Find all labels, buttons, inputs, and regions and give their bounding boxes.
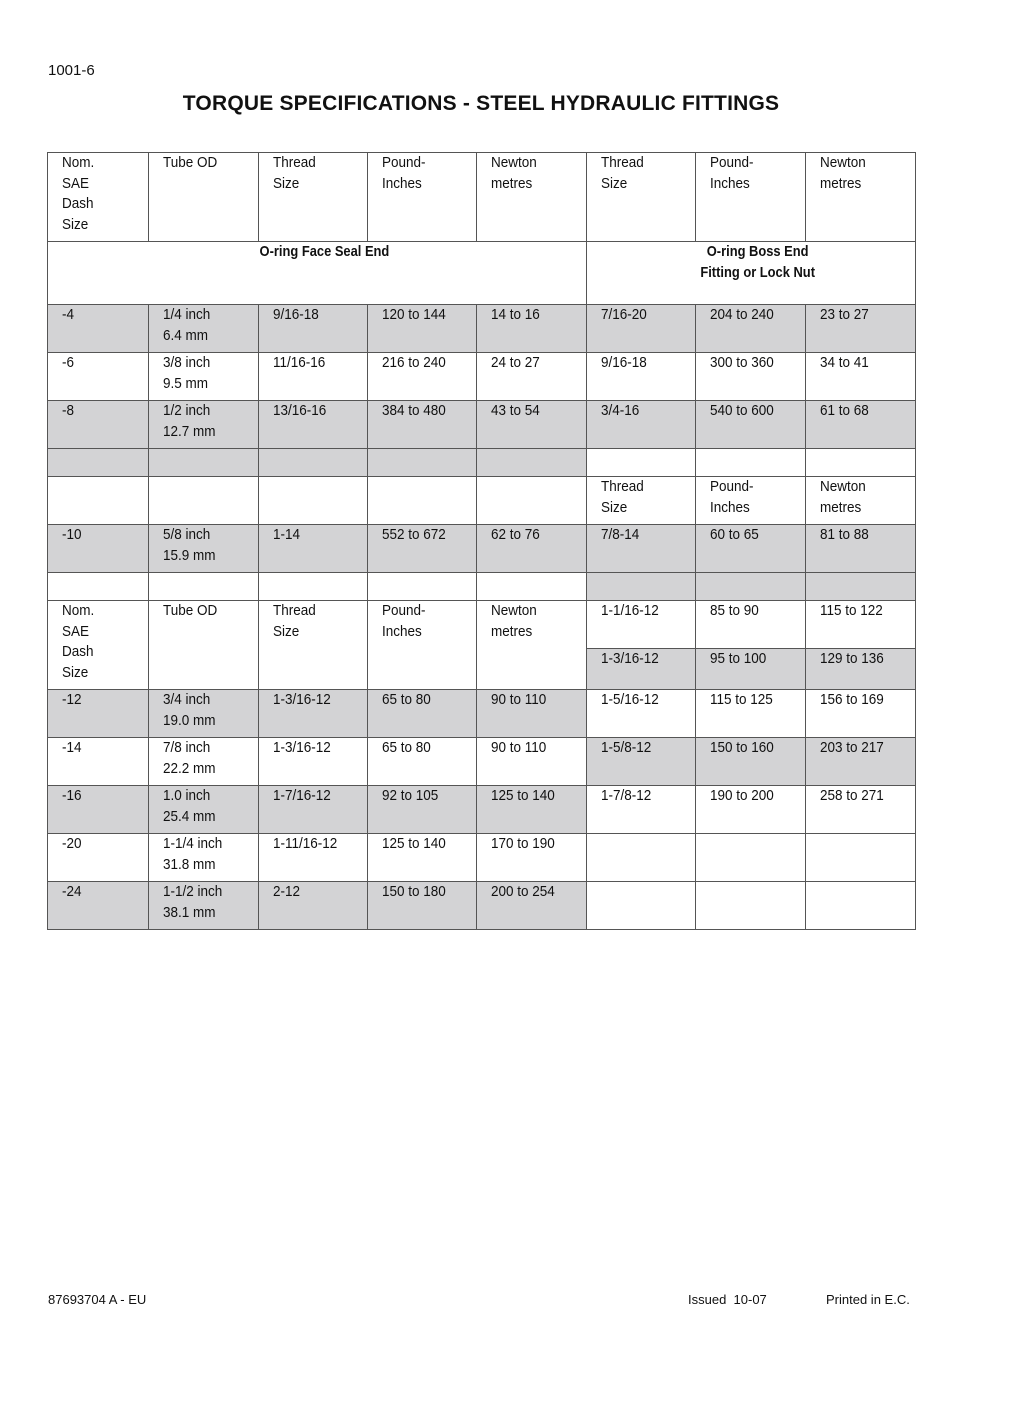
- table-row: [48, 882, 916, 930]
- dash-size: -16: [48, 786, 149, 834]
- issued-date: Issued 10-07: [688, 1292, 767, 1307]
- empty-cell: [149, 449, 259, 477]
- empty-cell: [587, 573, 696, 601]
- boss-newton-metres: 23 to 27: [806, 305, 916, 353]
- empty-cell: [259, 573, 368, 601]
- thread-size: 11/16-16: [259, 353, 368, 401]
- header-pound-inches: Pound- Inches: [368, 153, 477, 242]
- dash-size: -12: [48, 690, 149, 738]
- pound-inches: 125 to 140: [368, 834, 477, 882]
- boss-pound-inches: 95 to 100: [696, 649, 806, 690]
- empty-cell: [806, 834, 916, 882]
- dash-size: -4: [48, 305, 149, 353]
- header-boss-pound-inches: Pound- Inches: [696, 153, 806, 242]
- header-nom-sae-dash-size: Nom. SAE Dash Size: [48, 601, 149, 690]
- dash-size: -10: [48, 525, 149, 573]
- subheader-newton-metres: Newton metres: [806, 477, 916, 525]
- subheader-pound-inches: Pound- Inches: [696, 477, 806, 525]
- newton-metres: 24 to 27: [477, 353, 587, 401]
- second-header-row: [48, 601, 916, 649]
- boss-thread-size: 1-3/16-12: [587, 649, 696, 690]
- pound-inches: 150 to 180: [368, 882, 477, 930]
- boss-pound-inches: 150 to 160: [696, 738, 806, 786]
- thread-size: 2-12: [259, 882, 368, 930]
- empty-cell: [48, 573, 149, 601]
- tube-od: 1/2 inch 12.7 mm: [149, 401, 259, 449]
- boss-newton-metres: 203 to 217: [806, 738, 916, 786]
- empty-cell: [696, 882, 806, 930]
- boss-pound-inches: 190 to 200: [696, 786, 806, 834]
- tube-od: 1/4 inch 6.4 mm: [149, 305, 259, 353]
- boss-thread-size: 3/4-16: [587, 401, 696, 449]
- page-number: 1001-6: [48, 62, 95, 79]
- empty-cell: [696, 573, 806, 601]
- boss-pound-inches: 300 to 360: [696, 353, 806, 401]
- boss-newton-metres: 115 to 122: [806, 601, 916, 649]
- empty-cell: [696, 449, 806, 477]
- boss-pound-inches: 60 to 65: [696, 525, 806, 573]
- thread-size: 9/16-18: [259, 305, 368, 353]
- newton-metres: 125 to 140: [477, 786, 587, 834]
- boss-newton-metres: 81 to 88: [806, 525, 916, 573]
- empty-cell: [806, 449, 916, 477]
- pound-inches: 384 to 480: [368, 401, 477, 449]
- table-row: [48, 834, 916, 882]
- table-row: [48, 786, 916, 834]
- boss-newton-metres: 61 to 68: [806, 401, 916, 449]
- boss-newton-metres: 258 to 271: [806, 786, 916, 834]
- pound-inches: 65 to 80: [368, 738, 477, 786]
- dash-size: -20: [48, 834, 149, 882]
- newton-metres: 90 to 110: [477, 738, 587, 786]
- empty-cell: [259, 477, 368, 525]
- table-row: [48, 305, 916, 353]
- newton-metres: 62 to 76: [477, 525, 587, 573]
- boss-thread-size: 1-1/16-12: [587, 601, 696, 649]
- pound-inches: 65 to 80: [368, 690, 477, 738]
- thread-size: 1-11/16-12: [259, 834, 368, 882]
- table-row: [48, 738, 916, 786]
- empty-cell: [587, 834, 696, 882]
- boss-newton-metres: 156 to 169: [806, 690, 916, 738]
- boss-subheader-row: [48, 477, 916, 525]
- newton-metres: 170 to 190: [477, 834, 587, 882]
- empty-cell: [149, 477, 259, 525]
- header-thread-size: Thread Size: [259, 601, 368, 690]
- boss-thread-size: 7/16-20: [587, 305, 696, 353]
- empty-cell: [477, 477, 587, 525]
- tube-od: 7/8 inch 22.2 mm: [149, 738, 259, 786]
- header-boss-thread-size: Thread Size: [587, 153, 696, 242]
- empty-cell: [48, 449, 149, 477]
- subheader-thread-size: Thread Size: [587, 477, 696, 525]
- thread-size: 1-14: [259, 525, 368, 573]
- table-row: [48, 690, 916, 738]
- empty-cell: [477, 573, 587, 601]
- newton-metres: 43 to 54: [477, 401, 587, 449]
- tube-od: 1.0 inch 25.4 mm: [149, 786, 259, 834]
- tube-od: 3/8 inch 9.5 mm: [149, 353, 259, 401]
- thread-size: 1-3/16-12: [259, 690, 368, 738]
- torque-spec-table: [47, 152, 916, 930]
- header-boss-newton-metres: Newton metres: [806, 153, 916, 242]
- table-row: [48, 353, 916, 401]
- header-tube-od: Tube OD: [149, 601, 259, 690]
- thread-size: 1-7/16-12: [259, 786, 368, 834]
- boss-pound-inches: 85 to 90: [696, 601, 806, 649]
- pound-inches: 552 to 672: [368, 525, 477, 573]
- printed-in: Printed in E.C.: [826, 1292, 910, 1307]
- empty-cell: [806, 573, 916, 601]
- tube-od: 1-1/4 inch 31.8 mm: [149, 834, 259, 882]
- boss-newton-metres: 34 to 41: [806, 353, 916, 401]
- table-row: [48, 401, 916, 449]
- empty-cell: [259, 449, 368, 477]
- section-face-seal: O-ring Face Seal End: [48, 242, 587, 305]
- tube-od: 1-1/2 inch 38.1 mm: [149, 882, 259, 930]
- header-row: [48, 153, 916, 242]
- header-newton-metres: Newton metres: [477, 153, 587, 242]
- section-boss-end: O-ring Boss End Fitting or Lock Nut: [587, 242, 916, 305]
- header-tube-od: Tube OD: [149, 153, 259, 242]
- empty-cell: [368, 573, 477, 601]
- dash-size: -24: [48, 882, 149, 930]
- table-row: [48, 525, 916, 573]
- boss-newton-metres: 129 to 136: [806, 649, 916, 690]
- boss-pound-inches: 540 to 600: [696, 401, 806, 449]
- empty-cell: [149, 573, 259, 601]
- boss-thread-size: 1-5/8-12: [587, 738, 696, 786]
- empty-cell: [587, 449, 696, 477]
- spacer-row: [48, 449, 916, 477]
- dash-size: -14: [48, 738, 149, 786]
- pound-inches: 120 to 144: [368, 305, 477, 353]
- boss-thread-size: 1-5/16-12: [587, 690, 696, 738]
- tube-od: 5/8 inch 15.9 mm: [149, 525, 259, 573]
- empty-cell: [368, 477, 477, 525]
- dash-size: -8: [48, 401, 149, 449]
- boss-thread-size: 7/8-14: [587, 525, 696, 573]
- empty-cell: [587, 882, 696, 930]
- newton-metres: 200 to 254: [477, 882, 587, 930]
- empty-cell: [806, 882, 916, 930]
- tube-od: 3/4 inch 19.0 mm: [149, 690, 259, 738]
- thread-size: 13/16-16: [259, 401, 368, 449]
- boss-pound-inches: 115 to 125: [696, 690, 806, 738]
- boss-thread-size: 9/16-18: [587, 353, 696, 401]
- header-newton-metres: Newton metres: [477, 601, 587, 690]
- thread-size: 1-3/16-12: [259, 738, 368, 786]
- section-header-row: [48, 242, 916, 305]
- pound-inches: 216 to 240: [368, 353, 477, 401]
- spacer-row: [48, 573, 916, 601]
- boss-thread-size: 1-7/8-12: [587, 786, 696, 834]
- pound-inches: 92 to 105: [368, 786, 477, 834]
- empty-cell: [477, 449, 587, 477]
- header-thread-size: Thread Size: [259, 153, 368, 242]
- empty-cell: [48, 477, 149, 525]
- newton-metres: 90 to 110: [477, 690, 587, 738]
- newton-metres: 14 to 16: [477, 305, 587, 353]
- page-title: TORQUE SPECIFICATIONS - STEEL HYDRAULIC FITTINGS: [182, 92, 780, 115]
- dash-size: -6: [48, 353, 149, 401]
- empty-cell: [696, 834, 806, 882]
- boss-pound-inches: 204 to 240: [696, 305, 806, 353]
- doc-number: 87693704 A - EU: [48, 1292, 147, 1307]
- header-pound-inches: Pound- Inches: [368, 601, 477, 690]
- empty-cell: [368, 449, 477, 477]
- header-nom-sae-dash-size: Nom. SAE Dash Size: [48, 153, 149, 242]
